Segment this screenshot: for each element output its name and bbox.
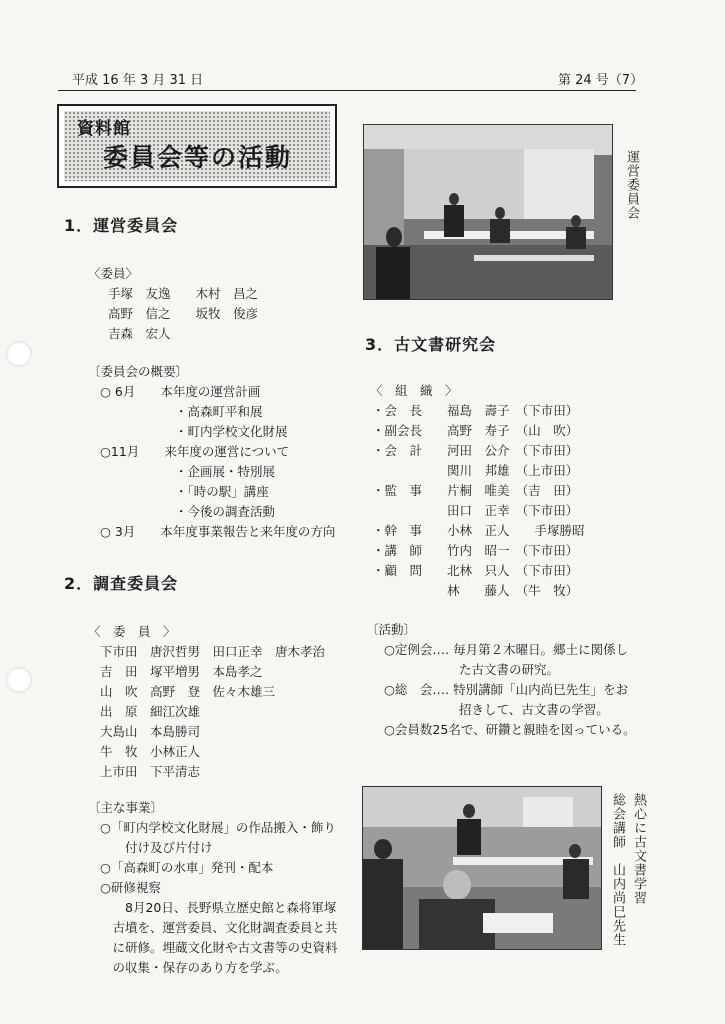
section2-works-line: ○研修視察 [100,880,161,895]
section2-member-row: 山 吹 高野 登 佐々木雄三 [100,684,276,699]
header-rule [58,90,636,91]
section3-activity-line: ○定例会‥‥ 毎月第２木曜日。郷土に関係し [384,642,629,657]
section1-overview-line: ○11月 来年度の運営について [100,444,290,459]
section1-overview-line: ○ 6月 本年度の運営計画 [100,384,261,399]
section2-works-label: 〔主な事業〕 [88,800,164,815]
meeting-scene-icon [364,125,612,299]
section2-works-line: 付け及び片付け [100,840,213,855]
section2-member-row: 上市田 下平清志 [100,764,201,779]
section1-overview-line: ・「時の駅」講座 [100,484,269,499]
section2-members-label: 〈 委 員 〉 [88,624,176,639]
section1-overview-label: 〔委員会の概要〕 [88,364,189,379]
section3-org-row: ・監 事 片桐 唯美 （吉 田） [372,483,579,498]
section2-works-line: 8月20日、長野県立歴史館と森将軍塚 [100,900,337,915]
section2-works-line: ○「町内学校文化財展」の作品搬入・飾り [100,820,336,835]
section1-overview-line: ・今後の調査活動 [100,504,276,519]
section3-org-row: 田口 正幸 （下市田） [372,503,579,518]
section3-heading: 3．古文書研究会 [365,335,497,354]
section3-org-label: 〈 組 織 〉 [370,383,458,398]
section3-org-row: ・講 師 竹内 昭一 （下市田） [372,543,579,558]
section2-member-row: 下市田 唐沢哲男 田口正幸 唐木孝治 [100,644,326,659]
title-box [57,104,337,188]
section2-member-row: 吉 田 塚平増男 本島孝之 [100,664,263,679]
section1-member-row: 手塚 友逸 木村 昌之 [108,286,259,301]
section1-member-row: 高野 信之 坂牧 俊彦 [108,306,259,321]
section2-member-row: 大島山 本島勝司 [100,724,201,739]
section3-org-row: ・会 長 福島 壽子 （下市田） [372,403,579,418]
section2-member-row: 出 原 細江次雄 [100,704,201,719]
section1-heading: 1．運営委員会 [64,216,179,235]
section3-activity-line: 招きして、古文書の学習。 [384,702,609,717]
section3-activity-label: 〔活動〕 [366,622,417,637]
photo2-caption-line2: 総会講師 山内尚巳先生 [610,793,625,947]
section3-org-row: ・会 計 河田 公介 （下市田） [372,443,579,458]
study-scene-icon [363,787,601,949]
section1-overview-line: ○ 3月 本年度事業報告と来年度の方向 [100,524,336,539]
section2-member-row: 牛 牧 小林正人 [100,744,201,759]
meeting-photo [363,124,613,300]
section3-activity-line: ○会員数25名で、研鑽と親睦を図っている。 [384,722,636,737]
section3-org-row: 関川 邦雄 （上市田） [372,463,579,478]
section1-member-row: 吉森 宏人 [108,326,171,341]
section3-org-row: ・顧 問 北林 只人 （下市田） [372,563,579,578]
header-issue: 第 24 号（7） [558,73,644,88]
punch-hole-top [6,341,32,367]
section1-overview-line: ・町内学校文化財展 [100,424,288,439]
section1-overview-line: ・企画展・特別展 [100,464,276,479]
section3-org-row: ・幹 事 小林 正人 手塚勝昭 [372,523,585,538]
section2-works-line: 古墳を、運営委員、文化財調査委員と共 [100,920,338,935]
punch-hole-bottom [6,667,32,693]
section2-works-line: に研修。埋蔵文化財や古文書等の史資料 [100,940,338,955]
header-date: 平成 16 年 3 月 31 日 [72,73,204,88]
section1-overview-line: ・高森町平和展 [100,404,263,419]
section2-works-line: ○「高森町の水車」発刊・配本 [100,860,274,875]
photo2-caption-line1: 熱心に古文書学習 [631,793,646,905]
photo1-caption: 運営委員会 [624,150,639,220]
section3-org-row: 林 藤人 （牛 牧） [372,583,579,598]
study-photo [362,786,602,950]
section3-activity-line: ○総 会‥‥ 特別講師「山内尚巳先生」をお [384,682,629,697]
title-small: 資料館 [77,119,131,139]
section2-works-line: の収集・保存のあり方を学ぶ。 [100,960,288,975]
section3-org-row: ・副会長 高野 寿子 （山 吹） [372,423,579,438]
title-main: 委員会等の活動 [103,143,293,172]
section1-members-label: 〈委員〉 [88,266,139,281]
section3-activity-line: た古文書の研究。 [384,662,560,677]
section2-heading: 2．調査委員会 [64,574,179,593]
